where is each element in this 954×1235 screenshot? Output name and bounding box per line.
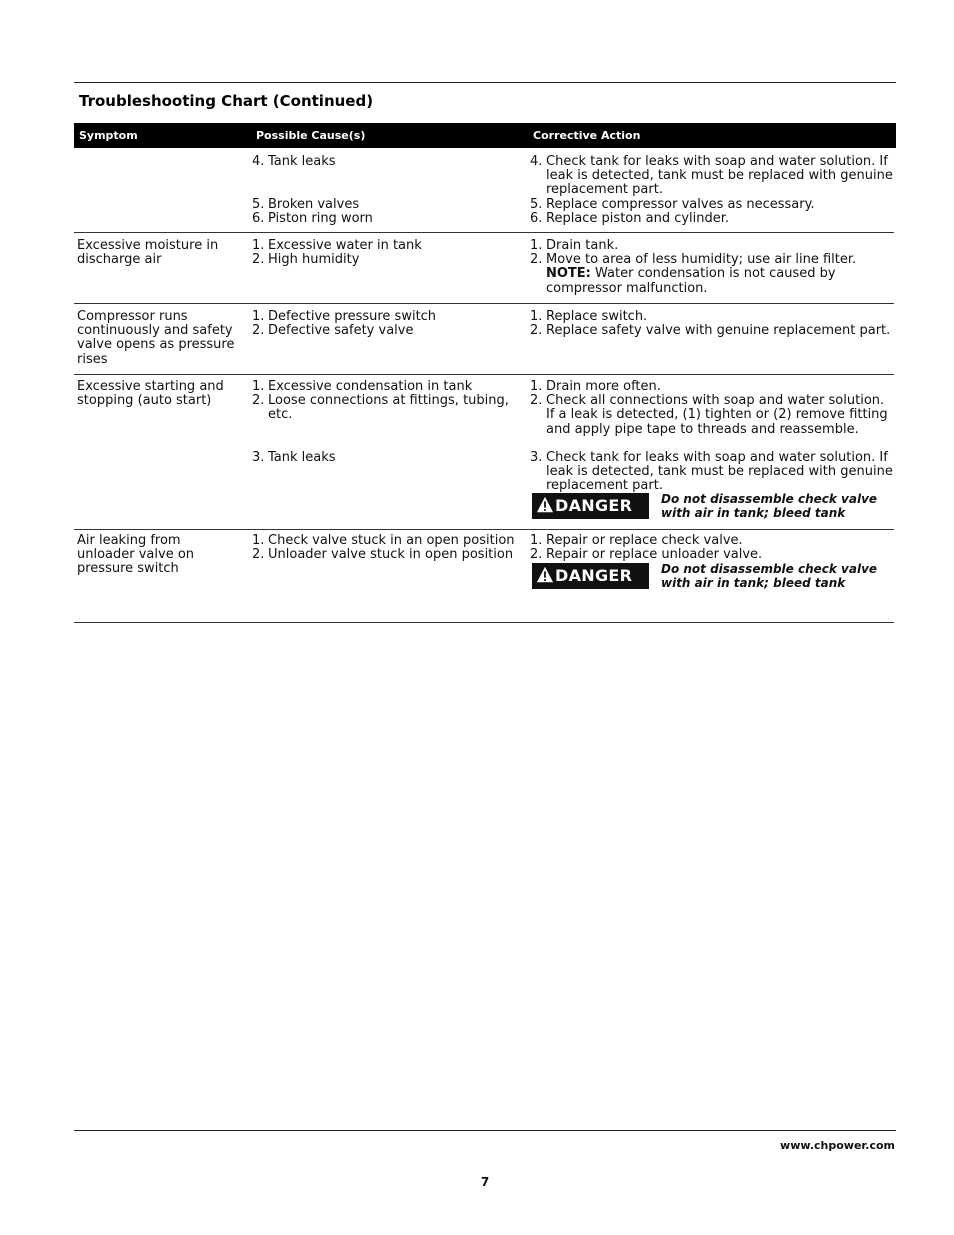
row-4-symptom: Air leaking from unloader valve on pressure switch (77, 533, 195, 577)
action-item: 3. Check tank for leaks with soap and water solution. If leak is detected, tank must be replaced with genuine replacement part. (530, 450, 893, 494)
cause-item: 2. High humidity (252, 252, 360, 268)
row-0-causes (252, 155, 373, 226)
action-item: 6. Replace piston and cylinder. (530, 210, 730, 226)
row-3-causes (252, 380, 509, 465)
footer-rule (74, 1130, 896, 1131)
row-1-actions (530, 239, 856, 296)
cause-item: 5. Broken valves (252, 196, 360, 212)
header-action: Corrective Action (533, 129, 641, 142)
cause-item: 1. Excessive water in tank (252, 238, 422, 253)
warning-triangle-icon (536, 496, 554, 514)
action-item: 4. Check tank for leaks with soap and water solution. If leak is detected, tank must be replaced with genuine replacement part. (530, 154, 893, 198)
cause-item: 3. Tank leaks (252, 450, 336, 465)
action-item: 1. Drain tank. (530, 238, 619, 253)
row-divider (74, 232, 894, 233)
row-2-symptom: Compressor runs continuously and safety valve opens as pressure rises (77, 309, 235, 367)
action-item: 2. Replace safety valve with genuine replacement part. (530, 323, 891, 339)
table-bottom-rule (74, 622, 894, 623)
action-item: 1. Replace switch. (530, 309, 648, 324)
row-divider (74, 374, 894, 375)
danger-text: Do not disassemble check valve with air in tank; bleed tank (661, 562, 878, 590)
cause-item: 1. Check valve stuck in an open position (252, 533, 515, 548)
row-3-symptom: Excessive starting and stopping (auto start) (77, 379, 224, 409)
header-cause: Possible Cause(s) (256, 129, 366, 142)
row-3-actions (530, 380, 893, 494)
danger-warning (532, 493, 892, 523)
action-item: 1. Repair or replace check valve. (530, 533, 743, 548)
action-item: 2. Repair or replace unloader valve. (530, 547, 763, 563)
page-number: 7 (480, 1175, 490, 1189)
row-4-causes (252, 534, 515, 562)
danger-text: Do not disassemble check valve with air in tank; bleed tank (661, 492, 878, 520)
top-rule (74, 82, 896, 83)
action-item: 5. Replace compressor valves as necessary. (530, 196, 815, 212)
danger-badge: DANGER (532, 493, 649, 519)
website-link[interactable]: www.chpower.com (780, 1139, 895, 1152)
action-item: 2. Check all connections with soap and water solution. If a leak is detected, (1) tighten or (2) remove fitting and apply pipe tape to threads and reassemble. (530, 393, 888, 437)
warning-triangle-icon (536, 566, 554, 584)
cause-item: 4. Tank leaks (252, 154, 336, 169)
row-0-actions (530, 155, 893, 226)
danger-warning (532, 563, 892, 593)
row-2-causes (252, 310, 436, 338)
action-item: 1. Drain more often. (530, 379, 661, 394)
action-item: 2. Move to area of less humidity; use air line filter. NOTE: Water condensation is not caused by compressor malfunction. (530, 252, 857, 296)
row-1-symptom: Excessive moisture in discharge air (77, 238, 219, 268)
chart-title: Troubleshooting Chart (Continued) (79, 92, 374, 110)
cause-item: 1. Defective pressure switch (252, 309, 437, 324)
row-divider (74, 529, 894, 530)
note-label: NOTE: (546, 266, 591, 282)
row-divider (74, 303, 894, 304)
cause-item: 6. Piston ring worn (252, 210, 373, 226)
cause-item: 2. Defective safety valve (252, 323, 414, 339)
row-4-actions (530, 534, 762, 562)
cause-item: 2. Loose connections at fittings, tubing, etc. (252, 393, 509, 423)
cause-item: 2. Unloader valve stuck in open position (252, 547, 514, 563)
table-header (74, 123, 896, 148)
row-1-causes (252, 239, 422, 267)
row-2-actions (530, 310, 890, 338)
danger-badge: DANGER (532, 563, 649, 589)
cause-item: 1. Excessive condensation in tank (252, 379, 473, 394)
header-symptom: Symptom (79, 129, 138, 142)
